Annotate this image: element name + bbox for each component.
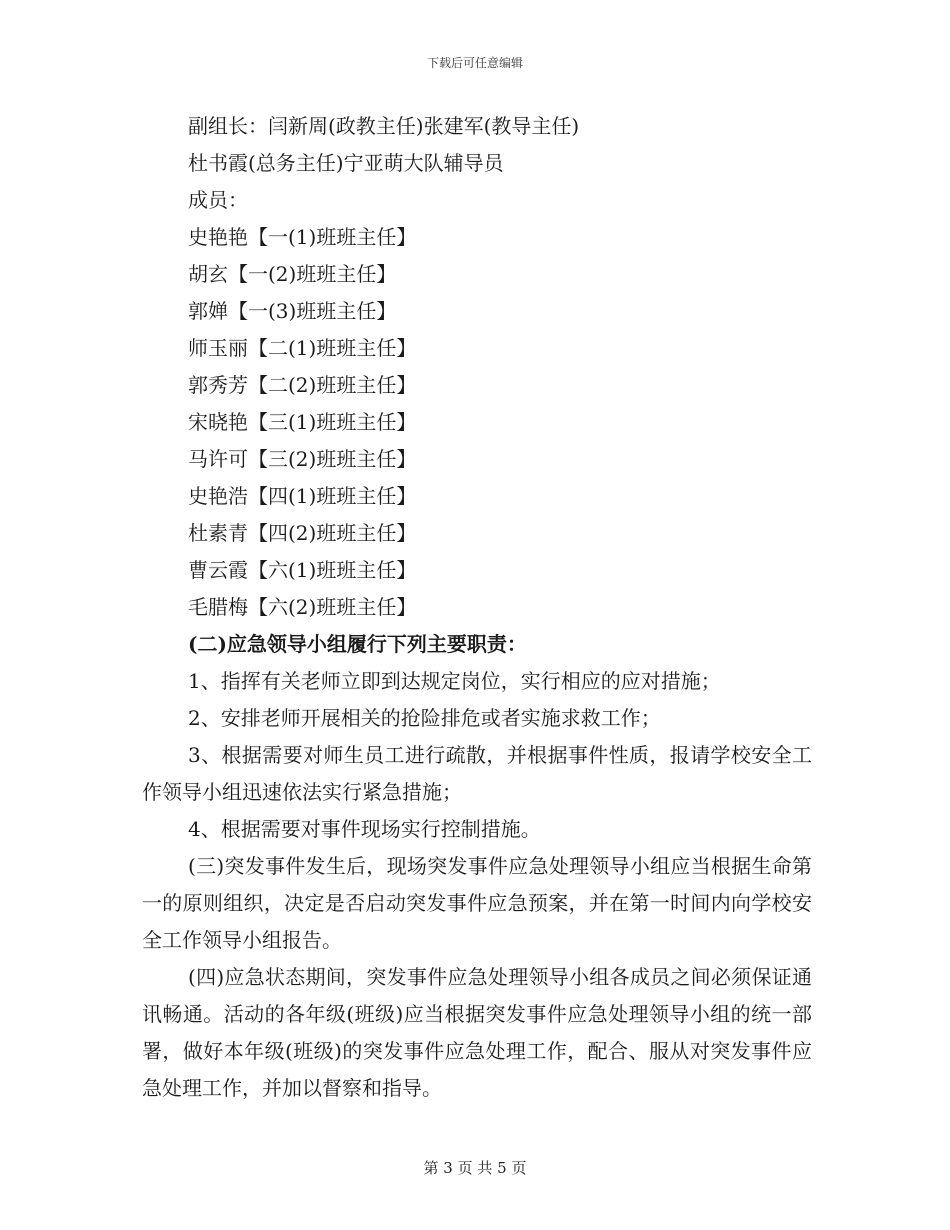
duty-item: 4、根据需要对事件现场实行控制措施。 xyxy=(188,817,541,841)
page-footer: 第 3 页 共 5 页 xyxy=(423,1159,527,1177)
member-item: 毛腊梅【六(2)班班主任】 xyxy=(188,595,417,619)
duty-item: 1、指挥有关老师立即到达规定岗位，实行相应的应对措施； xyxy=(188,669,721,693)
member-item: 杜素青【四(2)班班主任】 xyxy=(188,521,417,545)
member-item: 宋晓艳【三(1)班班主任】 xyxy=(188,410,417,434)
vice-leader-line-2: 杜书霞(总务主任)宁亚萌大队辅导员 xyxy=(188,151,504,175)
section-paragraph: (四)应急状态期间，突发事件应急处理领导小组各成员之间必须保证通讯畅通。活动的各年级(班级)应当根据突发事件应急处理领导小组的统一部署，做好本年级(班级)的突发事件应急处理工作，配合、服从对突发事件应急处理工作，并加以督察和指导。 xyxy=(142,965,812,1100)
members-label: 成员： xyxy=(188,188,248,212)
member-item: 胡玄【一(2)班班主任】 xyxy=(188,262,397,286)
member-item: 郭秀芳【二(2)班班主任】 xyxy=(188,373,417,397)
member-item: 史艳浩【四(1)班班主任】 xyxy=(188,484,417,508)
document-body xyxy=(142,108,812,1107)
vice-leader-line: 副组长：闫新周(政教主任)张建军(教导主任) xyxy=(188,114,580,138)
duty-paragraph: 3、根据需要对师生员工进行疏散，并根据事件性质，报请学校安全工作领导小组迅速依法实行紧急措施； xyxy=(142,743,812,804)
member-item: 史艳艳【一(1)班班主任】 xyxy=(188,225,417,249)
member-item: 郭婵【一(3)班班主任】 xyxy=(188,299,397,323)
section-heading: (二)应急领导小组履行下列主要职责： xyxy=(188,632,527,656)
member-item: 师玉丽【二(1)班班主任】 xyxy=(188,336,417,360)
section-paragraph: (三)突发事件发生后，现场突发事件应急处理领导小组应当根据生命第一的原则组织，决定是否启动突发事件应急预案，并在第一时间内向学校安全工作领导小组报告。 xyxy=(142,854,812,952)
duty-item: 2、安排老师开展相关的抢险排危或者实施求救工作； xyxy=(188,706,661,730)
member-item: 马许可【三(2)班班主任】 xyxy=(188,447,417,471)
page-header: 下载后可任意编辑 xyxy=(426,56,523,70)
member-item: 曹云霞【六(1)班班主任】 xyxy=(188,558,417,582)
